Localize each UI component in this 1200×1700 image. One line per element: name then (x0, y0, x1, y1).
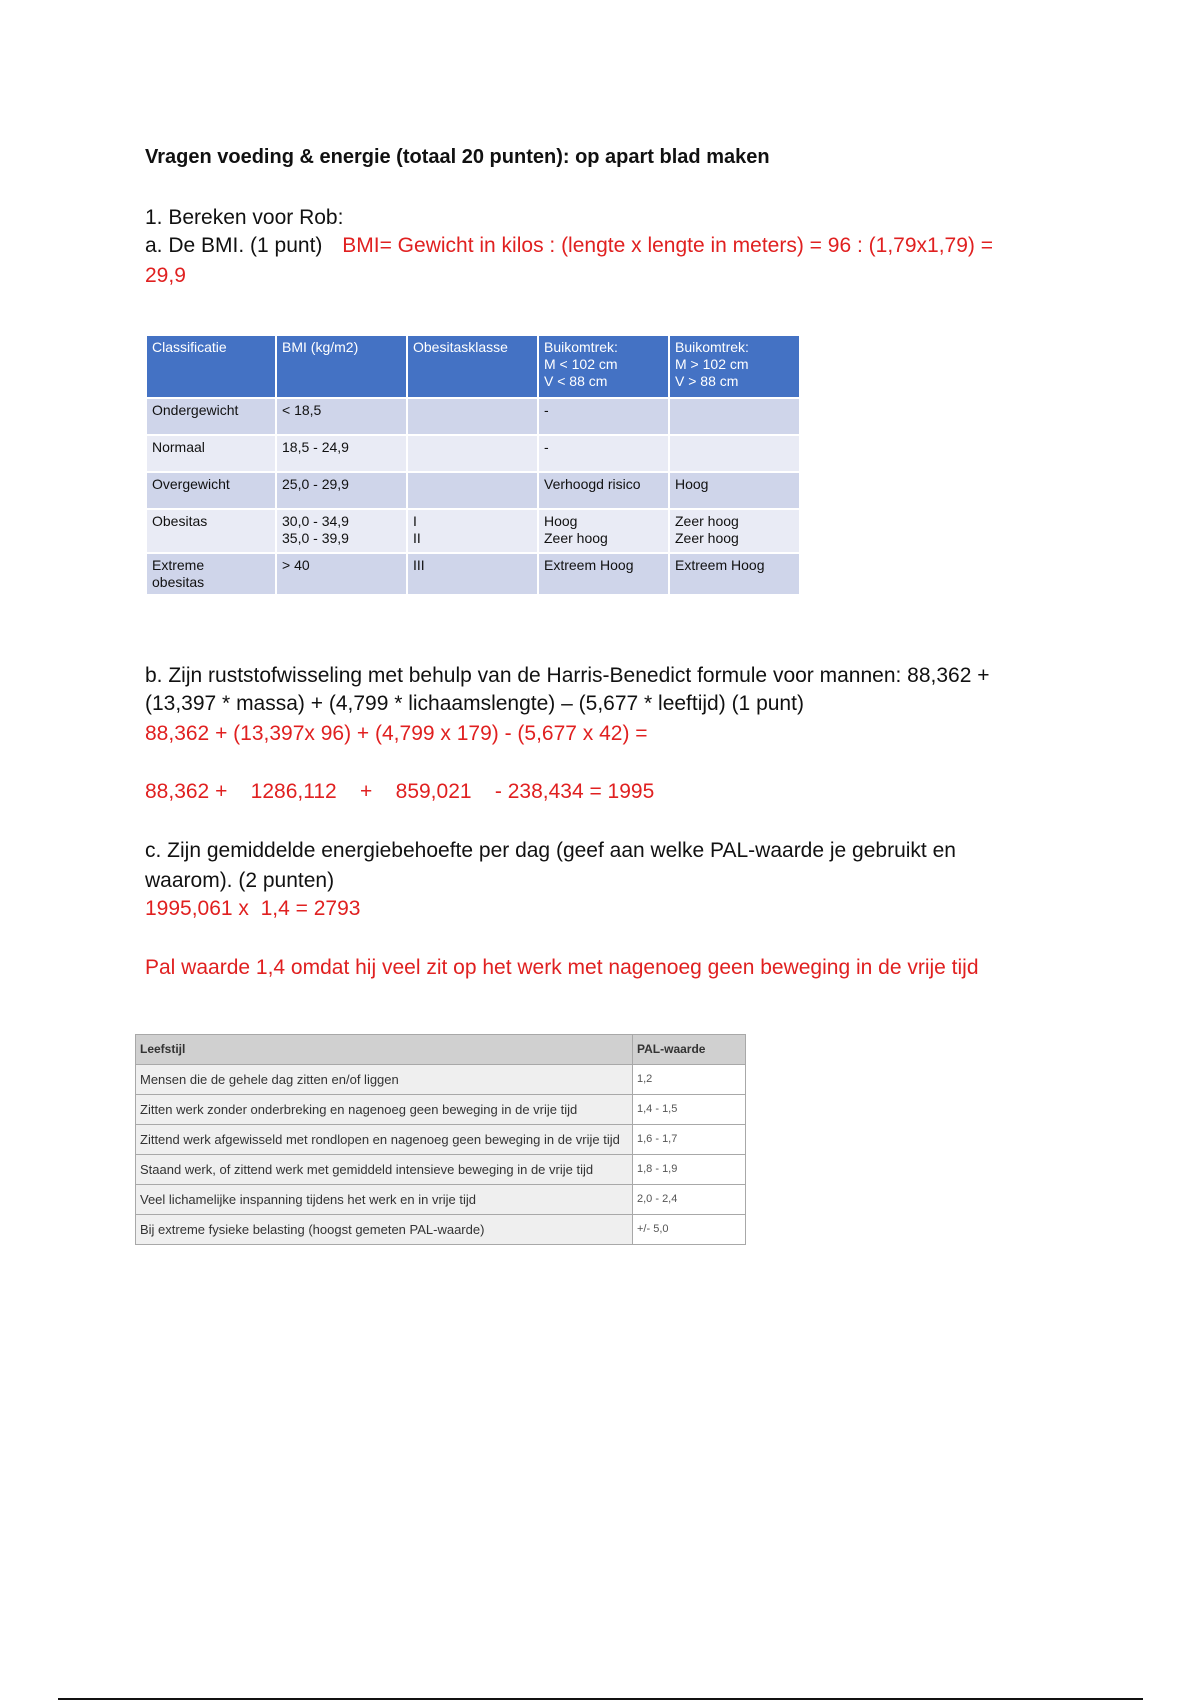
bmi-classification-table (145, 334, 801, 596)
bmi-cell: Extreem Hoog (538, 553, 669, 595)
question-1c-line2: waarom). (2 punten) (145, 869, 335, 892)
answer-1b-line2: 88,362 + 1286,112 + 859,021 - 238,434 = 1995 (145, 780, 655, 803)
pal-value-cell: 1,2 (633, 1065, 746, 1095)
bmi-cell: Hoog (669, 472, 800, 509)
bmi-cell: - (538, 398, 669, 435)
bmi-header-cell: Buikomtrek: M > 102 cm V > 88 cm (669, 335, 800, 398)
bmi-cell: 25,0 - 29,9 (276, 472, 407, 509)
question-1b-line2: (13,397 * massa) + (4,799 * lichaamslengte) – (5,677 * leeftijd) (1 punt) (145, 692, 804, 715)
bmi-cell: Ondergewicht (146, 398, 276, 435)
pal-lifestyle-cell: Staand werk, of zittend werk met gemiddeld intensieve beweging in de vrije tijd (136, 1155, 633, 1185)
pal-header-row (136, 1035, 746, 1065)
bmi-cell (407, 398, 538, 435)
bmi-cell (407, 472, 538, 509)
pal-value-cell: 1,8 - 1,9 (633, 1155, 746, 1185)
answer-1c-calc: 1995,061 x 1,4 = 2793 (145, 897, 361, 920)
bmi-cell: Verhoogd risico (538, 472, 669, 509)
bmi-header-cell: Classificatie (146, 335, 276, 398)
table-row (146, 509, 800, 553)
table-row (136, 1215, 746, 1245)
question-1a-text: a. De BMI. (1 punt) (145, 234, 323, 257)
question-1a-line (145, 234, 993, 258)
question-1-intro: 1. Bereken voor Rob: (145, 206, 344, 229)
table-row (146, 435, 800, 472)
bmi-cell: Normaal (146, 435, 276, 472)
pal-lifestyle-cell: Zitten werk zonder onderbreking en nagenoeg geen beweging in de vrije tijd (136, 1095, 633, 1125)
bmi-cell (407, 435, 538, 472)
answer-1c-explanation: Pal waarde 1,4 omdat hij veel zit op het werk met nagenoeg geen beweging in de vrije tijd (145, 956, 979, 979)
question-1b-line1: b. Zijn ruststofwisseling met behulp van de Harris-Benedict formule voor mannen: 88,362 + (145, 664, 990, 687)
bmi-cell: Extreem Hoog (669, 553, 800, 595)
bmi-cell: > 40 (276, 553, 407, 595)
pal-lifestyle-cell: Zittend werk afgewisseld met rondlopen en nagenoeg geen beweging in de vrije tijd (136, 1125, 633, 1155)
answer-1a-text: BMI= Gewicht in kilos : (lengte x lengte in meters) = 96 : (1,79x1,79) = (342, 234, 993, 257)
pal-value-cell: 2,0 - 2,4 (633, 1185, 746, 1215)
bmi-cell: Obesitas (146, 509, 276, 553)
question-1c-line1: c. Zijn gemiddelde energiebehoefte per dag (geef aan welke PAL-waarde je gebruikt en (145, 839, 956, 862)
bmi-cell (669, 398, 800, 435)
bmi-cell: 18,5 - 24,9 (276, 435, 407, 472)
bmi-cell: Overgewicht (146, 472, 276, 509)
table-row (136, 1125, 746, 1155)
table-row (136, 1065, 746, 1095)
pal-value-table (135, 1034, 746, 1245)
pal-value-cell: 1,4 - 1,5 (633, 1095, 746, 1125)
bmi-cell: Hoog Zeer hoog (538, 509, 669, 553)
bmi-cell: III (407, 553, 538, 595)
pal-header-cell: Leefstijl (136, 1035, 633, 1065)
bmi-header-cell: BMI (kg/m2) (276, 335, 407, 398)
pal-header-cell: PAL-waarde (633, 1035, 746, 1065)
bmi-cell: Extreme obesitas (146, 553, 276, 595)
answer-1a-result: 29,9 (145, 264, 186, 287)
bmi-cell: Zeer hoog Zeer hoog (669, 509, 800, 553)
table-row (136, 1155, 746, 1185)
bmi-header-cell: Buikomtrek: M < 102 cm V < 88 cm (538, 335, 669, 398)
bmi-header-row (146, 335, 800, 398)
pal-lifestyle-cell: Bij extreme fysieke belasting (hoogst gemeten PAL-waarde) (136, 1215, 633, 1245)
pal-value-cell: 1,6 - 1,7 (633, 1125, 746, 1155)
pal-value-cell: +/- 5,0 (633, 1215, 746, 1245)
table-row (136, 1185, 746, 1215)
table-row (136, 1095, 746, 1125)
table-row (146, 472, 800, 509)
answer-1b-line1: 88,362 + (13,397x 96) + (4,799 x 179) - (5,677 x 42) = (145, 722, 648, 745)
page-heading: Vragen voeding & energie (totaal 20 punten): op apart blad maken (145, 146, 770, 168)
pal-lifestyle-cell: Mensen die de gehele dag zitten en/of liggen (136, 1065, 633, 1095)
bmi-cell: 30,0 - 34,9 35,0 - 39,9 (276, 509, 407, 553)
bmi-header-cell: Obesitasklasse (407, 335, 538, 398)
pal-lifestyle-cell: Veel lichamelijke inspanning tijdens het werk en in vrije tijd (136, 1185, 633, 1215)
table-row (146, 398, 800, 435)
bmi-cell: < 18,5 (276, 398, 407, 435)
bmi-cell: - (538, 435, 669, 472)
table-row (146, 553, 800, 595)
bmi-cell (669, 435, 800, 472)
bmi-cell: I II (407, 509, 538, 553)
